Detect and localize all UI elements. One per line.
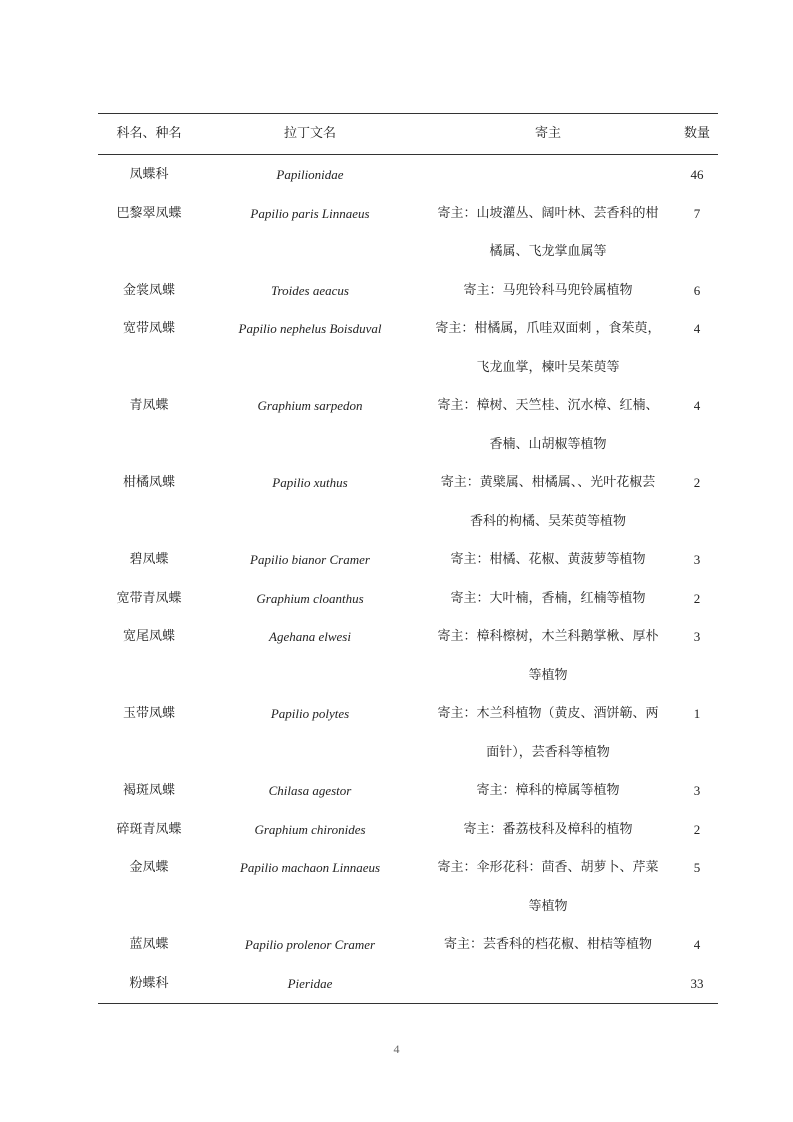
header-family-species: 科名、种名 (116, 126, 182, 141)
host-plants: 寄主：黄檗属、柑橘属、、光叶花椒芸 香科的枸橘、吴茱萸等植物 (440, 475, 656, 529)
header-count: 数量 (683, 126, 710, 141)
species-name: 玉带凤蝶 (122, 706, 175, 721)
latin-name: Papilio xuthus (272, 475, 348, 490)
species-name: 蓝凤蝶 (129, 937, 169, 952)
specimen-count: 4 (693, 321, 701, 336)
table-row (98, 310, 718, 387)
table-body (98, 155, 718, 1003)
table-row (98, 464, 718, 541)
table-row (98, 926, 718, 965)
species-name: 柑橘凤蝶 (122, 475, 175, 490)
table-row (98, 541, 718, 580)
table-row (98, 811, 718, 850)
host-plants: 寄主：柑橘属，爪哇双面刺 ，食茱萸， 飞龙血掌，楝叶吴茱萸等 (435, 321, 661, 375)
host-plants: 寄主：马兜铃科马兜铃属植物 (463, 282, 633, 298)
specimen-count: 3 (693, 629, 701, 644)
latin-name: Papilio nephelus Boisduval (238, 321, 382, 336)
specimen-count: 33 (690, 975, 704, 991)
species-name: 碎斑青凤蝶 (116, 821, 182, 837)
specimen-count: 2 (693, 821, 701, 837)
host-plants: 寄主：樟科的樟属等植物 (476, 783, 620, 798)
species-name: 金凤蝶 (129, 860, 169, 875)
table-header (98, 114, 718, 155)
specimen-count: 4 (693, 937, 701, 952)
latin-name: Graphium chironides (254, 821, 366, 837)
specimen-count: 5 (693, 860, 701, 875)
table-row (98, 580, 718, 619)
species-name: 宽带青凤蝶 (116, 590, 182, 606)
specimen-count: 1 (693, 706, 701, 721)
host-plants: 寄主：樟树、天竺桂、沉水樟、红楠、 香楠、山胡椒等植物 (437, 398, 659, 452)
host-plants: 寄主：山坡灌丛、阔叶林、芸香科的柑 橘属、飞龙掌血属等 (437, 205, 659, 259)
table-row (98, 772, 718, 811)
species-name: 宽尾凤蝶 (122, 629, 175, 644)
latin-name: Chilasa agestor (268, 783, 352, 798)
latin-name: Papilio bianor Cramer (250, 552, 370, 567)
host-plants (420, 156, 676, 195)
table-row (98, 849, 718, 926)
latin-name: Graphium cloanthus (256, 590, 364, 606)
specimen-count: 4 (693, 398, 701, 413)
table-row (98, 965, 718, 1004)
specimen-count: 7 (693, 205, 701, 221)
table-row (98, 695, 718, 772)
specimen-count: 2 (693, 590, 701, 606)
latin-name: Pieridae (287, 975, 333, 991)
species-name: 青凤蝶 (129, 398, 169, 413)
header-latin-name: 拉丁文名 (283, 126, 336, 141)
table-row (98, 272, 718, 311)
host-plants (420, 965, 676, 1004)
latin-name: Graphium sarpedon (257, 398, 363, 413)
specimen-count: 46 (690, 167, 704, 182)
species-name: 碧凤蝶 (129, 552, 169, 567)
species-name: 褐斑凤蝶 (122, 783, 175, 798)
host-plants: 寄主：芸香科的档花椒、柑桔等植物 (443, 937, 652, 952)
table-row (98, 156, 718, 195)
table-row (98, 387, 718, 464)
specimen-count: 2 (693, 475, 701, 490)
latin-name: Troides aeacus (271, 282, 349, 298)
species-name: 凤蝶科 (129, 167, 169, 182)
latin-name: Papilionidae (276, 167, 344, 182)
species-name: 金裳凤蝶 (122, 282, 175, 298)
butterfly-table (98, 113, 718, 1004)
host-plants: 寄主：伞形花科：茴香、胡萝卜、芹菜 等植物 (437, 860, 659, 914)
host-plants: 寄主：番荔枝科及樟科的植物 (463, 821, 633, 837)
latin-name: Agehana elwesi (269, 629, 351, 644)
table-row (98, 618, 718, 695)
table-row (98, 195, 718, 272)
latin-name: Papilio machaon Linnaeus (239, 860, 381, 875)
host-plants: 寄主：大叶楠，香楠，红楠等植物 (450, 590, 646, 606)
host-plants: 寄主：樟科檫树，木兰科鹅掌楸、厚朴 等植物 (437, 629, 659, 683)
specimen-count: 3 (693, 552, 701, 567)
latin-name: Papilio paris Linnaeus (250, 205, 370, 221)
specimen-count: 3 (693, 783, 701, 798)
host-plants: 寄主：柑橘、花椒、黄菠萝等植物 (450, 552, 646, 567)
species-name: 巴黎翠凤蝶 (116, 205, 182, 221)
species-name: 宽带凤蝶 (122, 321, 175, 336)
host-plants: 寄主：木兰科植物（黄皮、酒饼簕、两 面针），芸香科等植物 (437, 706, 659, 760)
page-number: 4 (393, 1042, 400, 1056)
latin-name: Papilio polytes (270, 706, 350, 721)
header-host: 寄主 (534, 126, 561, 141)
specimen-count: 6 (693, 282, 701, 298)
latin-name: Papilio prolenor Cramer (244, 937, 376, 952)
species-name: 粉蝶科 (129, 975, 169, 991)
